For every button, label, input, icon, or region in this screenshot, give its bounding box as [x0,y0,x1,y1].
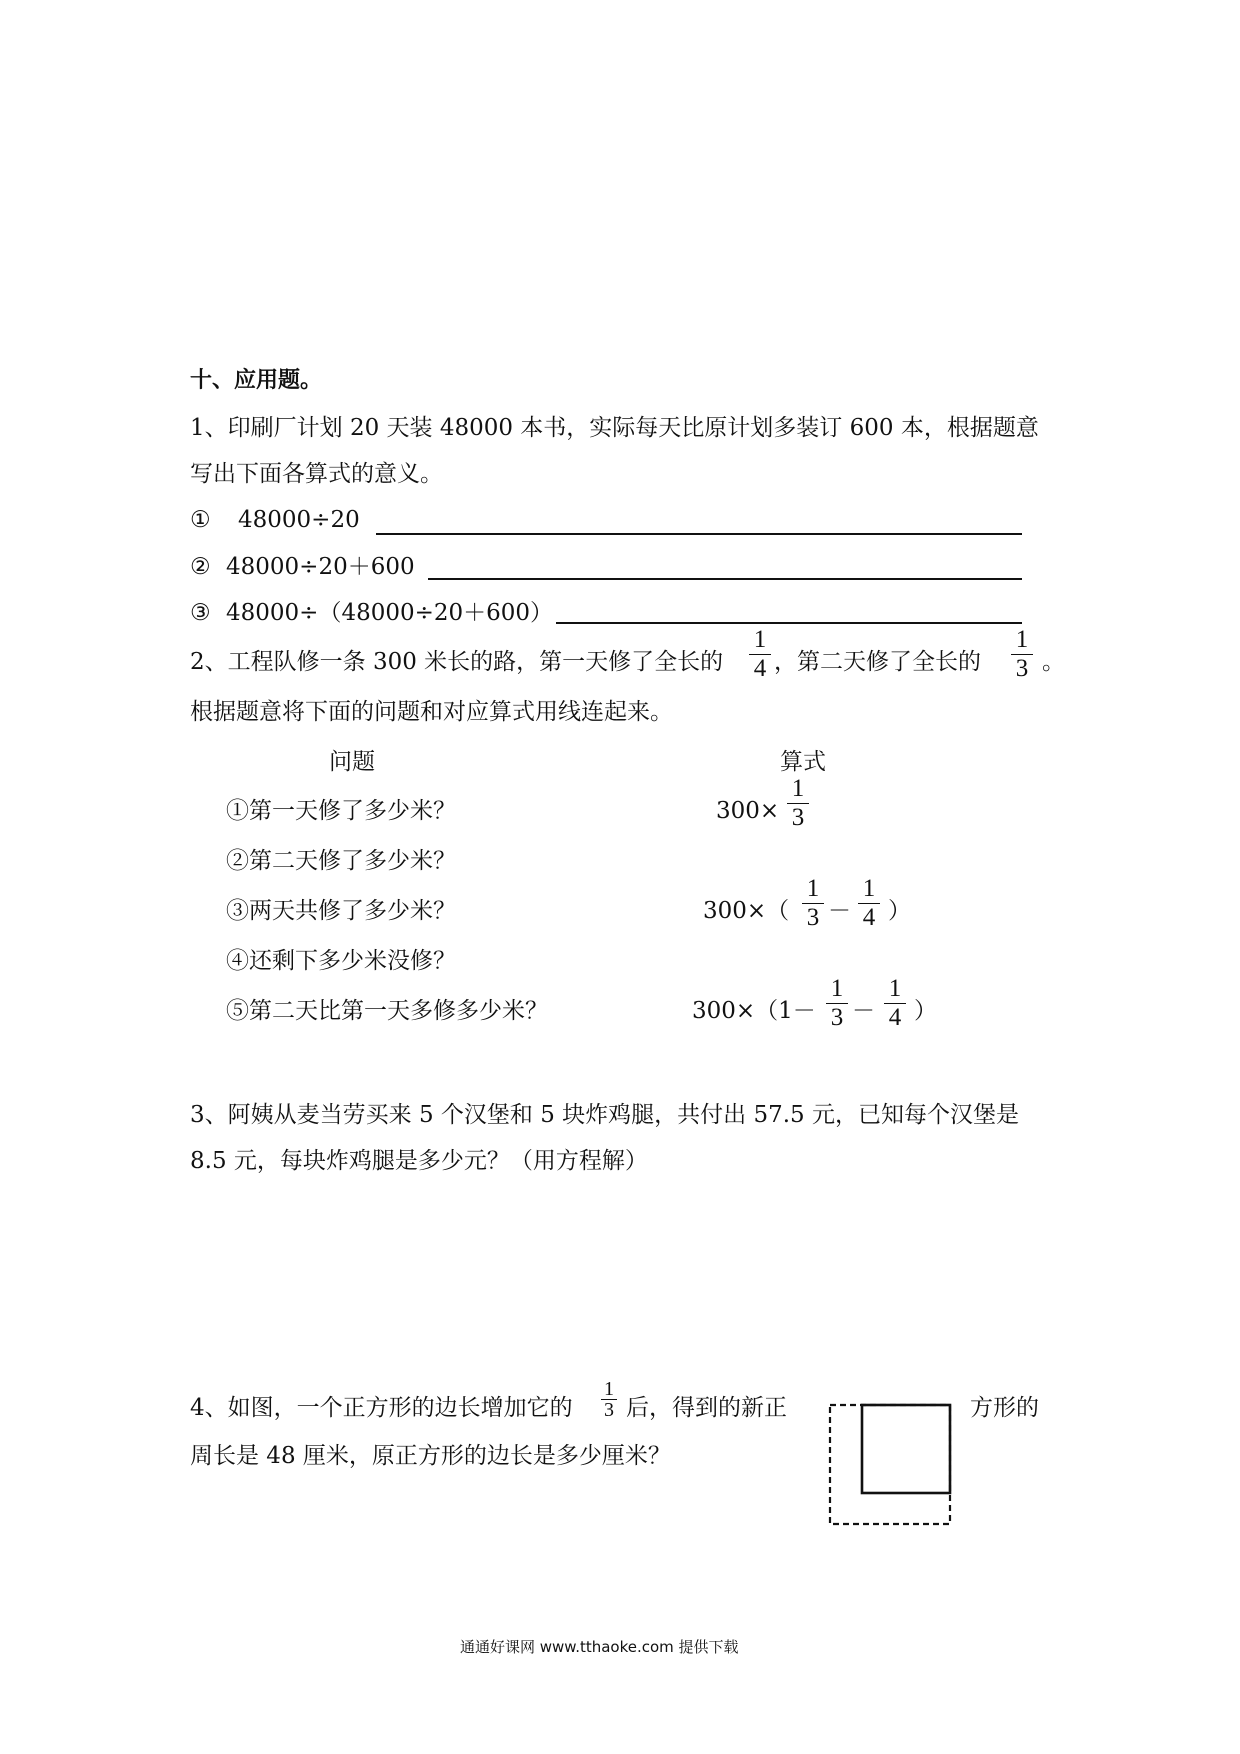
q2-formula3-minus: － [852,998,875,1024]
q2-question-5[interactable]: ⑤第二天比第一天多修多少米？ [226,998,548,1024]
q2-question-1[interactable]: ①第一天修了多少米？ [226,798,456,824]
q4-fraction-one-third: 1 3 [601,1380,617,1419]
q2-question-4[interactable]: ④还剩下多少米没修？ [226,948,456,974]
q2-question-2[interactable]: ②第二天修了多少米？ [226,848,456,874]
q2-fraction-one-quarter: 1 4 [749,628,771,681]
q2-formulas-header: 算式 [780,749,826,775]
original-square [862,1405,950,1493]
q2-formula2-prefix[interactable]: 300×（ [703,898,790,924]
q2-text-line1-c: 。 [1042,649,1065,675]
q1-item3-expression: 48000÷（48000÷20＋600） [226,600,554,626]
q3-text-line2: 8.5 元，每块炸鸡腿是多少元？（用方程解） [190,1148,648,1174]
footer-source: 通通好课网 www.tthaoke.com 提供下载 [460,1638,739,1656]
q1-item2-answer-line[interactable] [428,578,1022,580]
section-title: 十、应用题。 [190,368,323,393]
square-diagram [824,1395,964,1531]
enlarged-square-dashed [830,1405,950,1524]
q2-question-3[interactable]: ③两天共修了多少米？ [226,898,456,924]
q2-questions-header: 问题 [329,749,375,775]
q2-formula3-prefix[interactable]: 300×（1－ [692,998,816,1024]
q1-item3-marker: ③ [190,600,211,626]
q2-text-line1-b: ，第二天修了全长的 [774,649,981,675]
q2-text-line1-a: 2、工程队修一条 300 米长的路，第一天修了全长的 [190,649,724,675]
q4-text-line1-b: 后，得到的新正 [626,1395,787,1421]
q1-text-line1: 1、印刷厂计划 20 天装 48000 本书，实际每天比原计划多装订 600 本，根据题意 [190,415,1039,441]
q1-item2-marker: ② [190,554,211,580]
q2-formula3-fraction2: 1 4 [884,977,906,1030]
q1-item2-expression: 48000÷20＋600 [226,554,415,580]
q4-text-line1-c: 方形的 [970,1395,1039,1421]
q2-formula3-suffix: ） [914,998,937,1024]
q2-formula1-fraction: 1 3 [787,777,809,830]
q2-formula1-prefix[interactable]: 300× [716,798,780,824]
q1-item1-marker: ① [190,507,211,533]
q2-formula2-fraction1: 1 3 [802,877,824,930]
q2-fraction-one-third: 1 3 [1011,628,1033,681]
q2-formula3-fraction1: 1 3 [826,977,848,1030]
q2-formula2-fraction2: 1 4 [858,877,880,930]
q1-item1-answer-line[interactable] [376,533,1022,535]
q1-item3-answer-line[interactable] [556,622,1022,624]
q3-text-line1: 3、阿姨从麦当劳买来 5 个汉堡和 5 块炸鸡腿，共付出 57.5 元，已知每个汉堡是 [190,1102,1019,1128]
q4-text-line2: 周长是 48 厘米，原正方形的边长是多少厘米？ [190,1443,671,1469]
q4-text-line1-a: 4、如图，一个正方形的边长增加它的 [190,1395,573,1421]
q1-item1-expression: 48000÷20 [238,507,360,533]
q1-text-line2: 写出下面各算式的意义。 [190,461,443,487]
q2-formula2-suffix: ） [888,898,911,924]
q2-formula2-minus: － [828,898,851,924]
q2-text-line2: 根据题意将下面的问题和对应算式用线连起来。 [190,699,673,725]
